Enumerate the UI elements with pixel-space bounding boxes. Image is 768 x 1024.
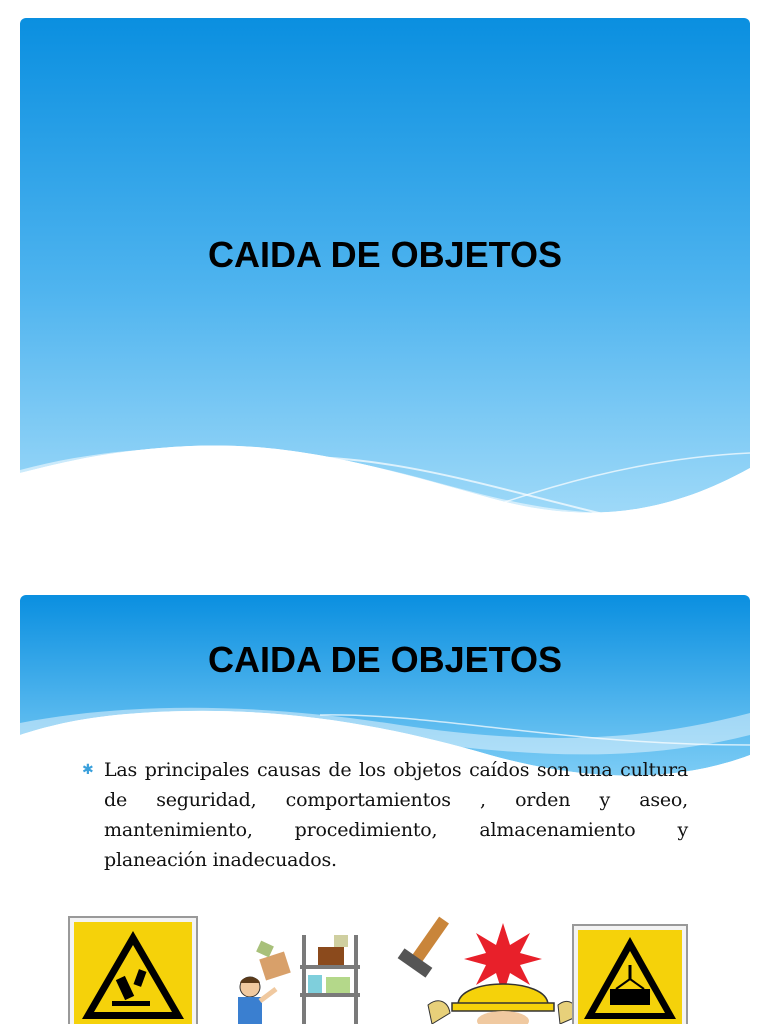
slide-title: CAIDA DE OBJETOS <box>207 639 563 680</box>
bullet-item <box>82 755 688 875</box>
title-slide <box>20 18 750 558</box>
slide-background <box>20 18 750 558</box>
hammer-hitting-helmet-icon <box>388 905 584 1024</box>
worker-hit-by-falling-boxes-icon <box>220 925 380 1024</box>
asterisk-icon: ✱ <box>82 762 94 778</box>
content-slide <box>20 595 750 1024</box>
falling-objects-warning-sign-icon <box>68 915 198 1024</box>
slide-title: CAIDA DE OBJETOS <box>207 234 563 275</box>
suspended-load-warning-sign-icon <box>572 923 688 1024</box>
bullet-text: Las principales causas de los objetos caídos son una cultura de seguridad, comportamientos , orden y aseo, mantenimiento, procedimiento, almacenamiento y planeación inadecuados. <box>104 759 688 871</box>
